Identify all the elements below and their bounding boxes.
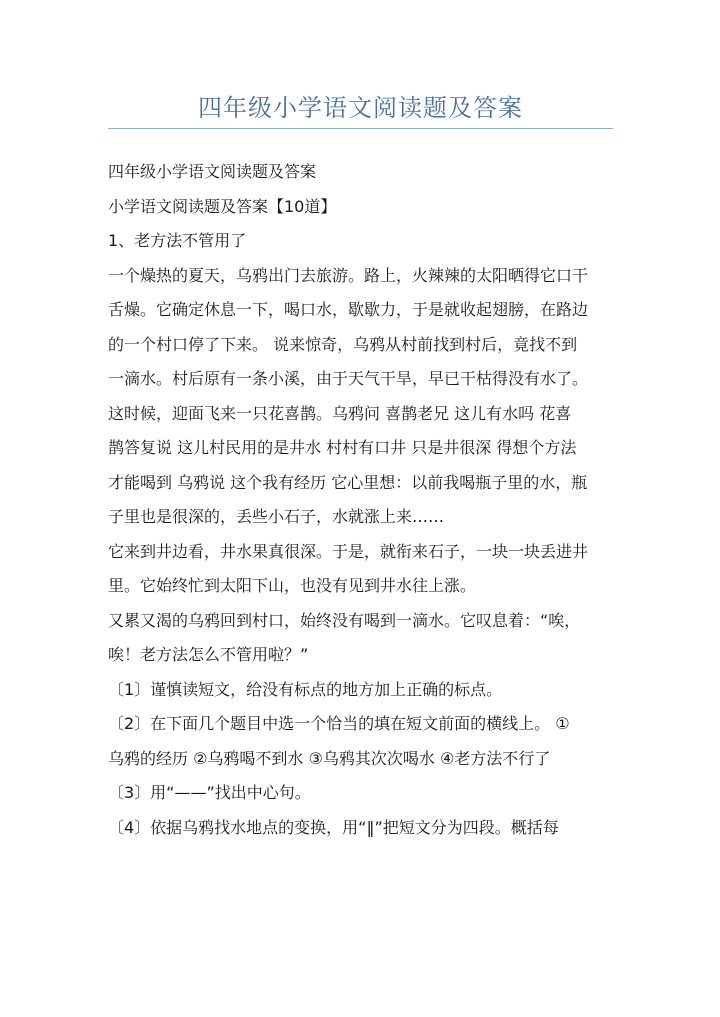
story-line: 子里也是很深的，丢些小石子，水就涨上来…… bbox=[108, 507, 445, 526]
document-heading: 四年级小学语文阅读题及答案 bbox=[108, 162, 317, 181]
story-line: 一滴水。村后原有一条小溪，由于天气干旱，早已干枯得没有水了。 bbox=[108, 369, 589, 388]
document-subheading: 小学语文阅读题及答案【10道】 bbox=[108, 196, 337, 216]
story-line: 唉！老方法怎么不管用啦？” bbox=[108, 645, 309, 664]
title-divider bbox=[108, 128, 613, 129]
story-line: 里。它始终忙到太阳下山，也没有见到井水往上涨。 bbox=[108, 576, 477, 595]
story-line: 才能喝到 乌鸦说 这个我有经历 它心里想：以前我喝瓶子里的水，瓶 bbox=[108, 472, 588, 492]
story-line: 这时候，迎面飞来一只花喜鹊。乌鸦问 喜鹊老兄 这儿有水吗 花喜 bbox=[108, 403, 572, 423]
section-title: 1、老方法不管用了 bbox=[108, 231, 247, 250]
question-line: 〔4〕依据乌鸦找水地点的变换，用“‖”把短文分为四段。概括每 bbox=[108, 817, 559, 837]
question-line: 乌鸦的经历 ②乌鸦喝不到水 ③乌鸦其次次喝水 ④老方法不行了 bbox=[108, 748, 551, 768]
story-line: 它来到井边看，井水果真很深。于是，就衔来石子，一块一块丢进井 bbox=[108, 541, 589, 561]
question-line: 〔1〕谨慎读短文，给没有标点的地方加上正确的标点。 bbox=[108, 679, 503, 699]
story-line: 一个燥热的夏天，乌鸦出门去旅游。路上，火辣辣的太阳晒得它口干 bbox=[108, 265, 589, 285]
question-line: 〔3〕用“——”找出中心句。 bbox=[108, 783, 311, 802]
document-body bbox=[108, 155, 628, 845]
question-line: 〔2〕在下面几个题目中选一个恰当的填在短文前面的横线上。 ① bbox=[108, 714, 570, 733]
story-line: 又累又渴的乌鸦回到村口，始终没有喝到一滴水。它叹息着：“唉， bbox=[108, 610, 581, 630]
story-line: 舌燥。它确定休息一下，喝口水，歇歇力，于是就收起翅膀，在路边 bbox=[108, 300, 589, 319]
story-line: 鹊答复说 这儿村民用的是井水 村村有口井 只是井很深 得想个方法 bbox=[108, 438, 577, 457]
story-line: 的一个村口停了下来。 说来惊奇，乌鸦从村前找到村后，竟找不到 bbox=[108, 334, 578, 354]
document-title: 四年级小学语文阅读题及答案 bbox=[198, 94, 523, 122]
